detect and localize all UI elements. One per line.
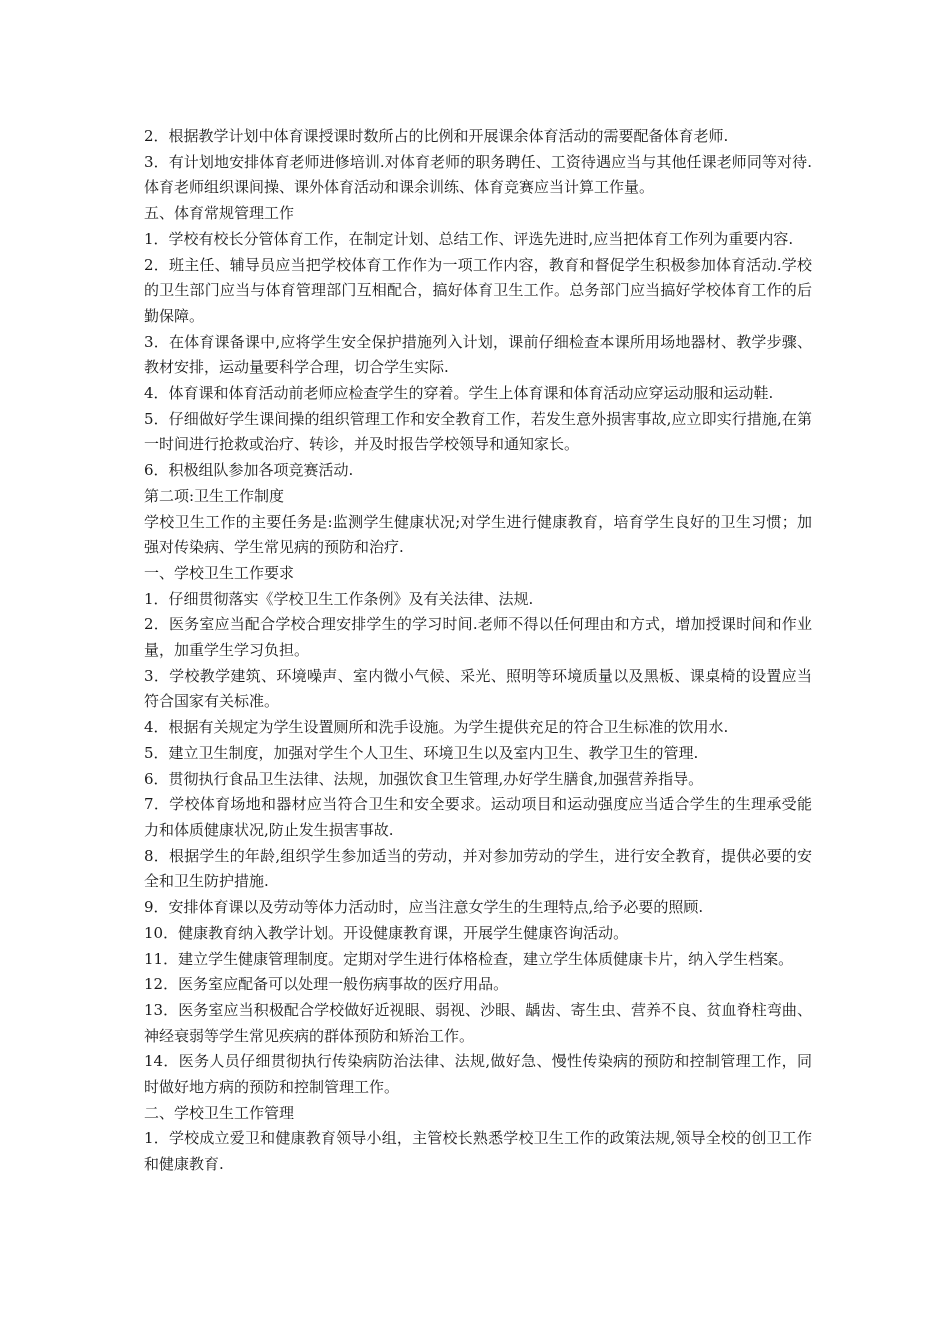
paragraph-class-teacher-duty: 2．班主任、辅导员应当把学校体育工作作为一项工作内容，教育和督促学生积极参加体育活动.学校的卫生部门应当与体育管理部门互相配合，搞好体育卫生工作。总务部门应当搞好学校体育工作的后勤保障。 xyxy=(144,255,812,325)
paragraph-study-time: 2．医务室应当配合学校合理安排学生的学习时间.老师不得以任何理由和方式，增加授课时间和作业量，加重学生学习负担。 xyxy=(144,615,812,660)
section-heading-sports-routine: 五、体育常规管理工作 xyxy=(144,204,295,223)
paragraph-attire-check: 4．体育课和体育活动前老师应检查学生的穿着。学生上体育课和体育活动应穿运动服和运动鞋. xyxy=(144,384,774,403)
paragraph-food-safety: 6．贯彻执行食品卫生法律、法规，加强饮食卫生管理,办好学生膳食,加强营养指导。 xyxy=(144,769,704,788)
paragraph-sports-facilities: 7．学校体育场地和器材应当符合卫生和安全要求。运动项目和运动强度应当适合学生的生理承受能力和体质健康状况,防止发生损害事故. xyxy=(144,795,812,839)
section-heading-health-system: 第二项:卫生工作制度 xyxy=(144,486,285,505)
paragraph-lesson-safety: 3．在体育课备课中,应将学生安全保护措施列入计划，课前仔细检查本课所用场地器材、教学步骤、教材安排，运动量要科学合理，切合学生实际. xyxy=(144,332,812,377)
paragraph-sanitation-facilities: 4．根据有关规定为学生设置厕所和洗手设施。为学生提供充足的符合卫生标准的饮用水. xyxy=(144,718,729,737)
paragraph-health-education: 10．健康教育纳入教学计划。开设健康教育课，开展学生健康咨询活动。 xyxy=(144,923,629,942)
paragraph-competitions: 6．积极组队参加各项竞赛活动. xyxy=(144,461,354,480)
paragraph-break-exercise-safety: 5．仔细做好学生课间操的组织管理工作和安全教育工作，若发生意外损害事故,应立即实行措施,在第一时间进行抢救或治疗、转诊，并及时报告学校领导和通知家长。 xyxy=(144,409,812,454)
paragraph-health-records: 11．建立学生健康管理制度。定期对学生进行体格检查，建立学生体质健康卡片，纳入学生档案。 xyxy=(144,949,794,968)
section-heading-health-management: 二、学校卫生工作管理 xyxy=(144,1103,295,1122)
paragraph-disease-prevention: 13．医务室应当积极配合学校做好近视眼、弱视、沙眼、龋齿、寄生虫、营养不良、贫血脊柱弯曲、神经衰弱等学生常见疾病的群体预防和矫治工作。 xyxy=(144,1000,812,1045)
paragraph-building-standards: 3．学校教学建筑、环境噪声、室内微小气候、采光、照明等环境质量以及黑板、课桌椅的设置应当符合国家有关标准。 xyxy=(144,666,812,711)
section-heading-health-requirements: 一、学校卫生工作要求 xyxy=(144,563,295,582)
paragraph-sports-teacher-staffing: 2．根据教学计划中体育课授课时数所占的比例和开展课余体育活动的需要配备体育老师. xyxy=(144,127,729,145)
paragraph-leadership-group: 1．学校成立爱卫和健康教育领导小组，主管校长熟悉学校卫生工作的政策法规,领导全校的创卫工作和健康教育. xyxy=(144,1129,812,1174)
paragraph-female-students: 9．安排体育课以及劳动等体力活动时，应当注意女学生的生理特点,给予必要的照顾. xyxy=(144,898,704,917)
paragraph-medical-supplies: 12．医务室应配备可以处理一般伤病事故的医疗用品。 xyxy=(144,975,509,994)
paragraph-hygiene-system: 5．建立卫生制度，加强对学生个人卫生、环境卫生以及室内卫生、教学卫生的管理. xyxy=(144,743,699,762)
paragraph-health-tasks: 学校卫生工作的主要任务是:监测学生健康状况;对学生进行健康教育，培育学生良好的卫生习惯；加强对传染病、学生常见病的预防和治疗. xyxy=(144,512,812,557)
paragraph-principal-oversight: 1．学校有校长分管体育工作，在制定计划、总结工作、评选先进时,应当把体育工作列为重要内容. xyxy=(144,229,794,248)
paragraph-labor-safety: 8．根据学生的年龄,组织学生参加适当的劳动，并对参加劳动的学生，进行安全教育，提供必要的安全和卫生防护措施. xyxy=(144,846,812,891)
paragraph-sports-teacher-training: 3．有计划地安排体育老师进修培训.对体育老师的职务聘任、工资待遇应当与其他任课老师同等对待.体育老师组织课间操、课外体育活动和课余训练、体育竞赛应当计算工作量。 xyxy=(144,152,812,197)
document-body xyxy=(144,124,812,1178)
paragraph-infectious-disease: 14．医务人员仔细贯彻执行传染病防治法律、法规,做好急、慢性传染病的预防和控制管理工作，同时做好地方病的预防和控制管理工作。 xyxy=(144,1052,812,1097)
paragraph-regulations: 1．仔细贯彻落实《学校卫生工作条例》及有关法律、法规. xyxy=(144,589,534,608)
